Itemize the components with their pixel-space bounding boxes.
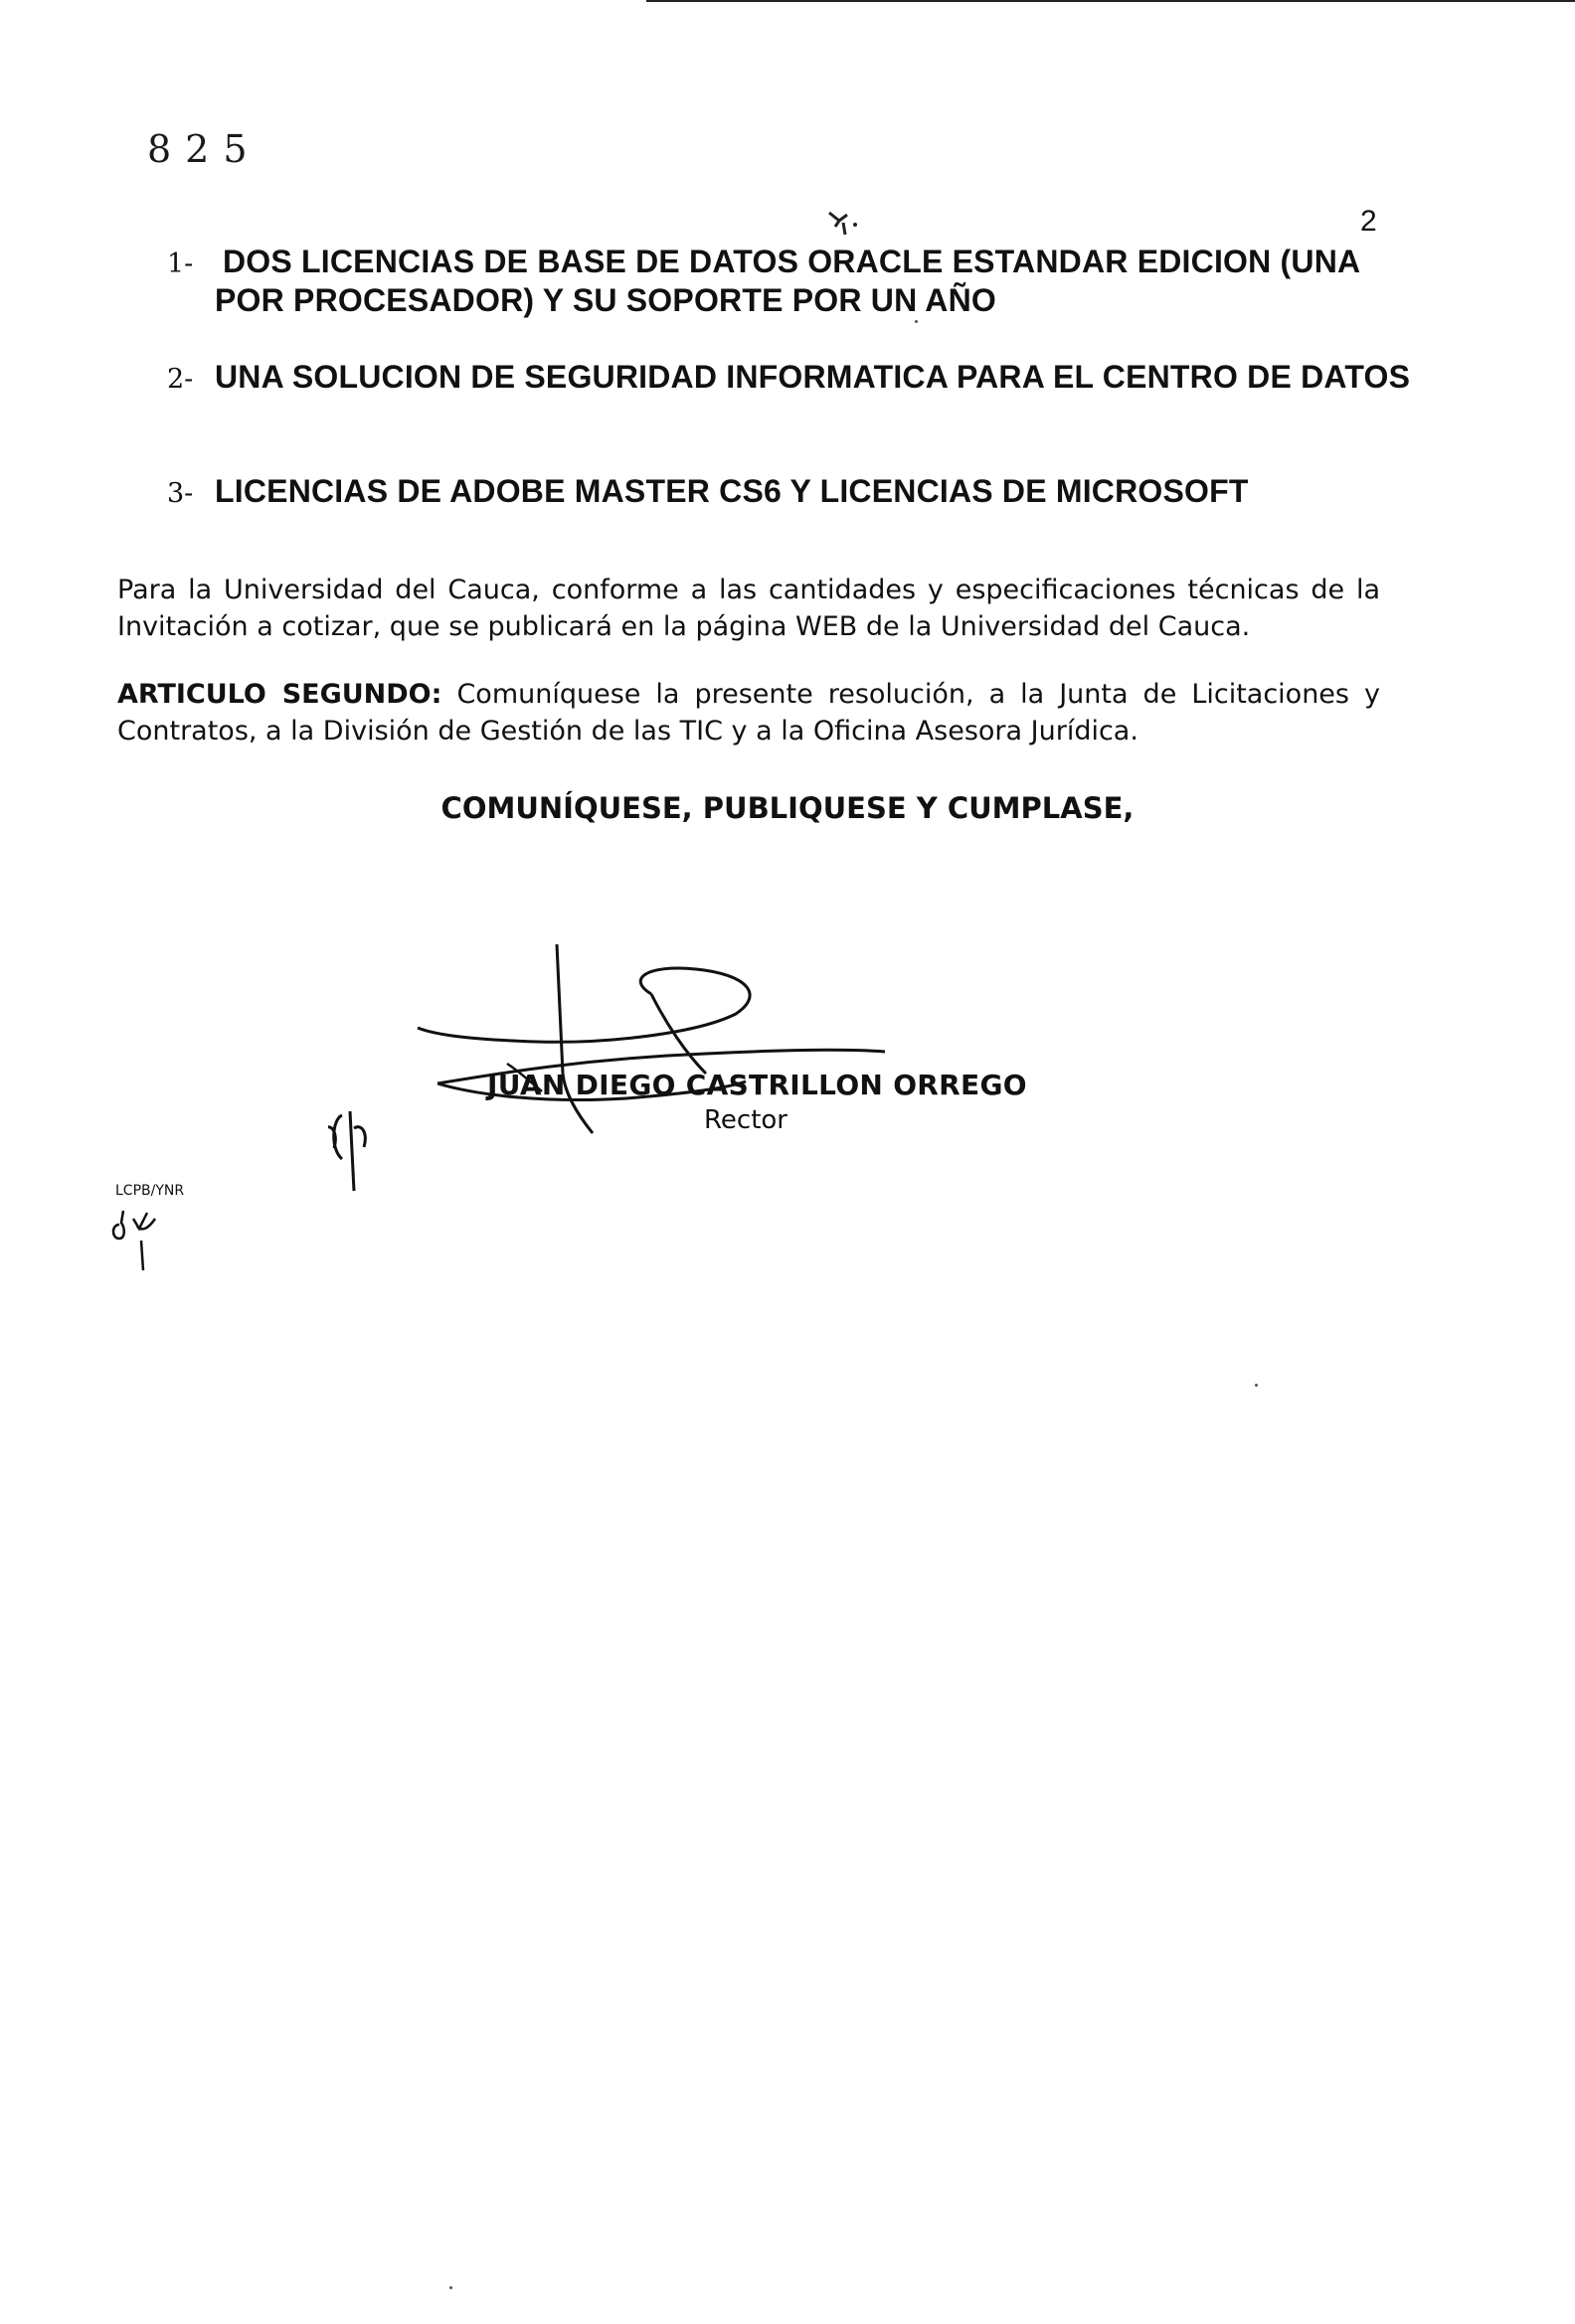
- list-item-number: 1-: [167, 249, 194, 279]
- article-heading: ARTICULO SEGUNDO:: [117, 679, 442, 710]
- closing-formula: COMUNÍQUESE, PUBLIQUESE Y CUMPLASE,: [440, 791, 1135, 825]
- list-item-text: LICENCIAS DE ADOBE MASTER CS6 Y LICENCIAS DE MICROSOFT: [215, 473, 1249, 509]
- list-item-number: 2-: [167, 364, 194, 395]
- ink-mark: [825, 207, 861, 243]
- article-paragraph: [117, 676, 1380, 749]
- list-item: [167, 243, 1388, 320]
- signer-name: JUAN DIEGO CASTRILLON ORREGO: [487, 1069, 1027, 1101]
- list-item-text: UNA SOLUCION DE SEGURIDAD INFORMATICA PARA EL CENTRO DE DATOS: [215, 359, 1411, 395]
- transcriber-initials: LCPB/YNR: [115, 1183, 185, 1199]
- handwritten-initials: [107, 1201, 177, 1280]
- scan-speck: [915, 320, 918, 323]
- resolution-number: 825: [147, 127, 262, 171]
- signer-title: Rector: [704, 1105, 788, 1135]
- article-body: Comuníquese la presente resolución, a la Junta de Licitaciones y Contratos, a la División de Gestión de las TIC y a la Oficina Asesora Jurídica.: [117, 679, 1380, 747]
- list-item: [167, 358, 1448, 400]
- top-rule: [646, 0, 1575, 2]
- list-item: [167, 472, 1448, 514]
- list-item-text: DOS LICENCIAS DE BASE DE DATOS ORACLE ESTANDAR EDICION (UNA POR PROCESADOR) Y SU SOPORTE POR UN AÑO: [215, 244, 1360, 318]
- scan-speck: [1255, 1384, 1258, 1387]
- body-paragraph: Para la Universidad del Cauca, conforme a las cantidades y especificaciones técnicas de la Invitación a cotizar, que se publicará en la página WEB de la Universidad del Cauca.: [117, 575, 1380, 642]
- list-item-number: 3-: [167, 478, 194, 509]
- scan-speck: [449, 2286, 452, 2289]
- page-number: 2: [1360, 205, 1377, 238]
